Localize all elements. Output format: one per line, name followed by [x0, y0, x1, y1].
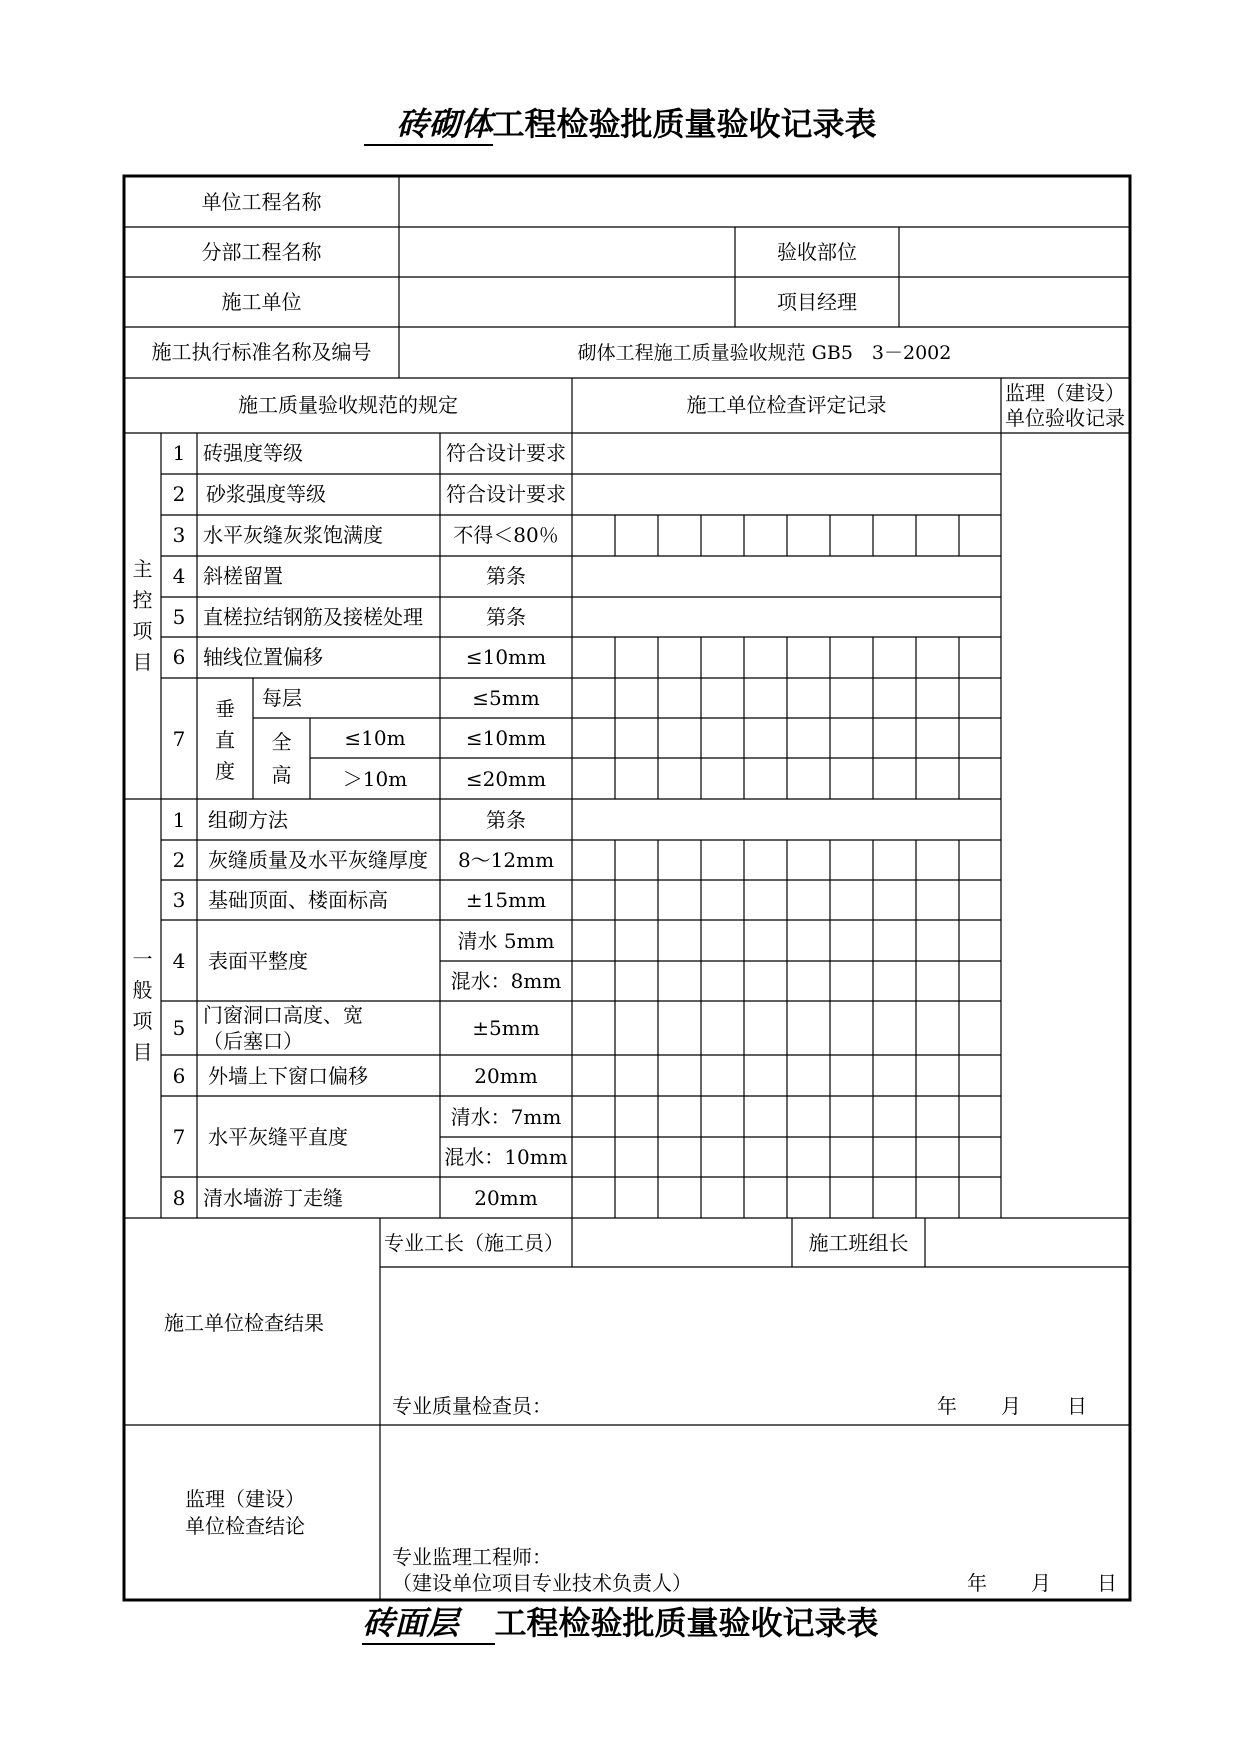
construction-unit-label: 施工单位 [221, 290, 302, 314]
check-year-label: 年 [937, 1394, 957, 1418]
supervision-column-header-line2: 单位验收记录 [1005, 406, 1125, 430]
foreman-label: 专业工长（施工员） [384, 1231, 564, 1255]
sub-project-label: 分部工程名称 [201, 240, 322, 264]
acceptance-part-label: 验收部位 [777, 240, 857, 264]
per-floor-requirement: ≤5mm [472, 686, 540, 710]
supervising-engineer-label: 专业监理工程师： [392, 1545, 552, 1569]
title-underlined-name: 砖砌体 [364, 104, 492, 146]
height-gt-requirement: ≤20mm [465, 767, 547, 791]
title-underlined-name: 砖面层 [362, 1603, 494, 1645]
check-month-label: 月 [1001, 1394, 1021, 1418]
standard-label: 施工执行标准名称及编号 [151, 340, 372, 364]
check-result-label: 施工单位检查结果 [164, 1311, 324, 1335]
height-gt-10m: ＞10m [342, 767, 408, 791]
per-floor-label: 每层 [262, 686, 302, 710]
team-leader-label: 施工班组长 [808, 1231, 909, 1255]
supervision-month-label: 月 [1031, 1571, 1051, 1595]
second-page-title [0, 1603, 1241, 1645]
title-text: 工程检验批质量验收记录表 [494, 1604, 879, 1642]
record-column-header: 施工单位检查评定记录 [686, 393, 887, 417]
height-le-requirement: ≤10mm [465, 726, 547, 750]
project-manager-label: 项目经理 [777, 290, 857, 314]
check-day-label: 日 [1067, 1394, 1087, 1418]
quality-inspector-label: 专业质量检查员： [392, 1394, 552, 1418]
supervision-label-line1: 监理（建设） [185, 1487, 305, 1511]
height-le-10m: ≤10m [344, 726, 406, 750]
supervision-column-header-line1: 监理（建设） [1005, 381, 1125, 405]
standard-value: 砌体工程施工质量验收规范 GB5 3－2002 [577, 342, 952, 364]
unit-project-label: 单位工程名称 [201, 190, 322, 214]
technical-responsible-label: （建设单位项目专业技术负责人） [392, 1571, 692, 1595]
supervision-label-line2: 单位检查结论 [185, 1514, 305, 1538]
spec-column-header: 施工质量验收规范的规定 [238, 393, 458, 417]
title-text: 工程检验批质量验收记录表 [492, 105, 877, 143]
supervision-year-label: 年 [967, 1571, 987, 1595]
supervision-day-label: 日 [1097, 1571, 1117, 1595]
